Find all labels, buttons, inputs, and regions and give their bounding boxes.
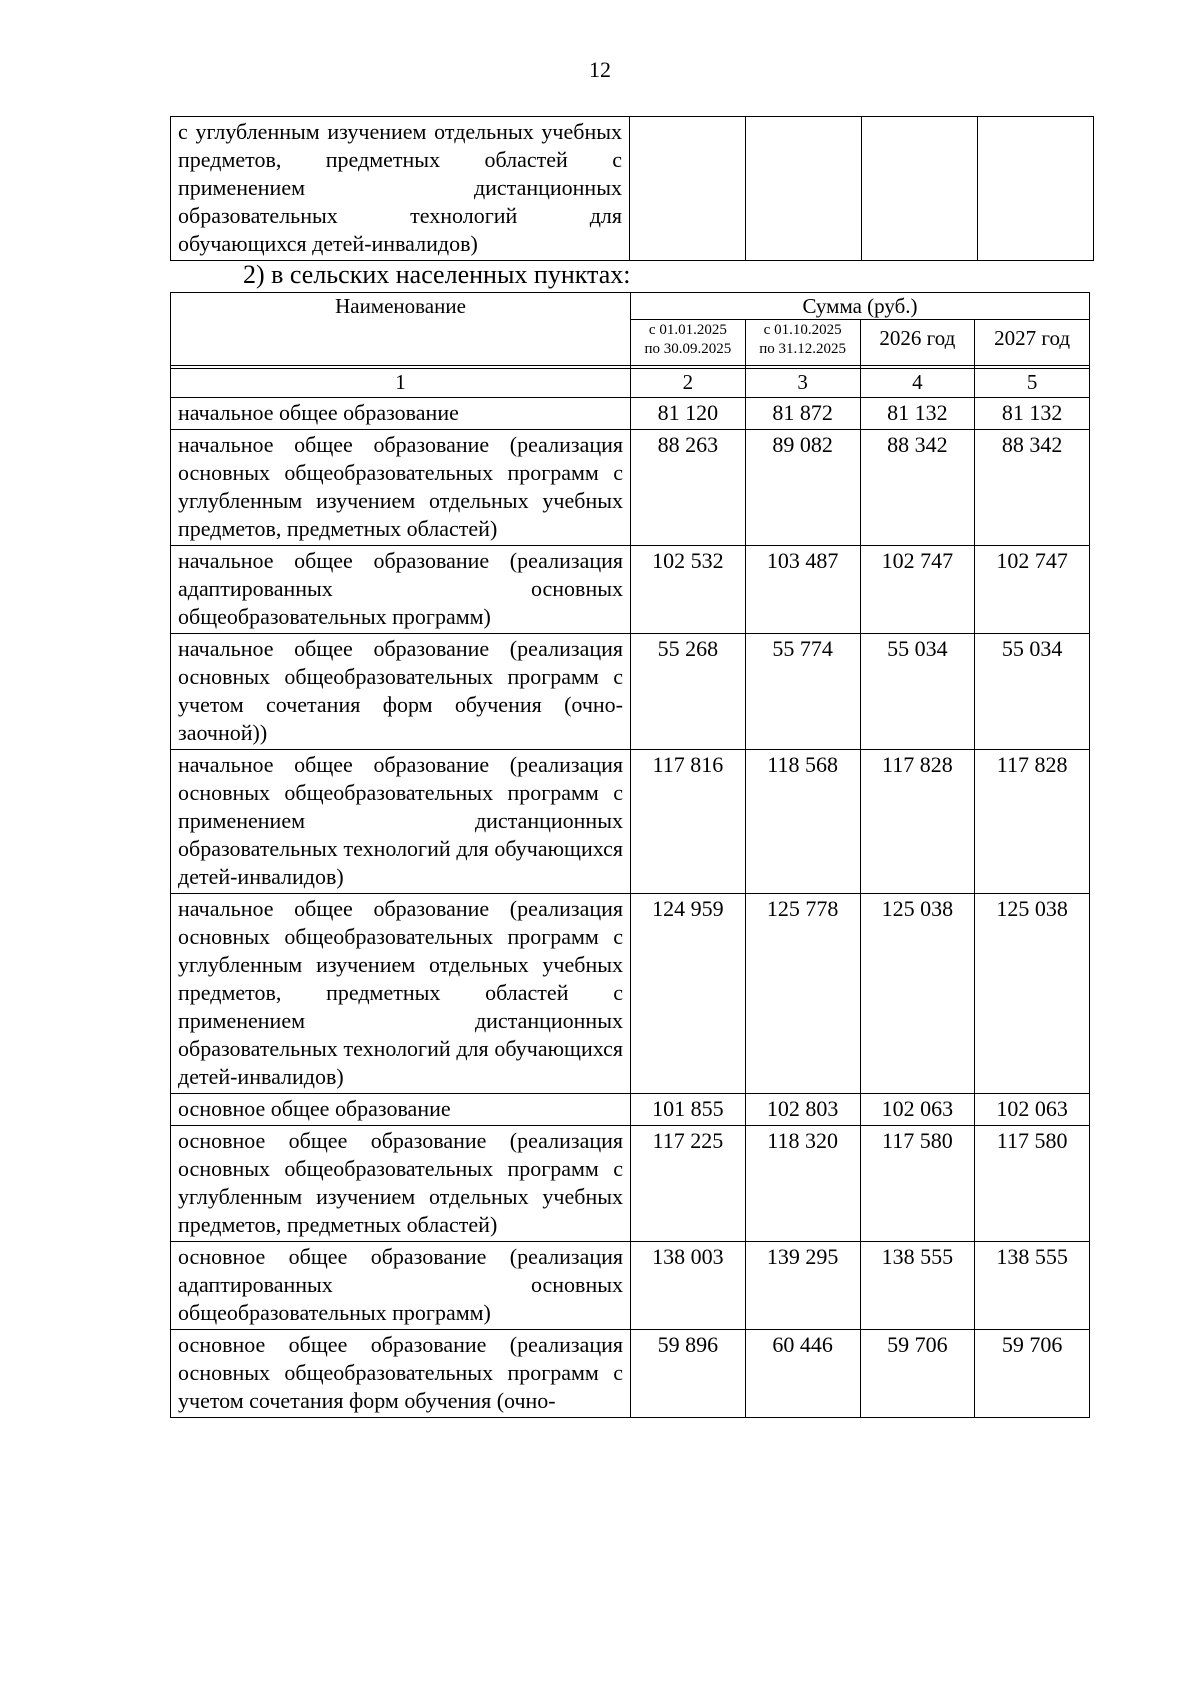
row-name: основное общее образование (реализация адаптированных основных общеобразовательных программ)	[171, 1242, 631, 1330]
row-name: основное общее образование (реализация основных общеобразовательных программ с учетом сочетания форм обучения (очно-	[171, 1330, 631, 1418]
value-cell: 60 446	[745, 1330, 860, 1418]
value-cell: 138 555	[975, 1242, 1090, 1330]
value-cell: 101 855	[631, 1094, 746, 1126]
value-cell: 89 082	[745, 430, 860, 546]
value-cell: 59 706	[975, 1330, 1090, 1418]
value-cell: 117 580	[975, 1126, 1090, 1242]
row-name: основное общее образование (реализация основных общеобразовательных программ с углубленным изучением отдельных учебных предметов, предметных областей)	[171, 1126, 631, 1242]
value-cell: 55 268	[631, 634, 746, 750]
header-period-2	[745, 320, 860, 366]
table-row	[171, 117, 1094, 261]
continued-table-fragment	[170, 116, 1094, 261]
period-end: по 30.09.2025	[644, 341, 732, 357]
table-row	[171, 1242, 1090, 1330]
value-cell: 55 774	[745, 634, 860, 750]
value-cell: 81 872	[745, 398, 860, 430]
value-cell: 117 828	[860, 750, 975, 894]
value-cell: 59 706	[860, 1330, 975, 1418]
table-row	[171, 430, 1090, 546]
value-cell: 139 295	[745, 1242, 860, 1330]
value-cell: 138 003	[631, 1242, 746, 1330]
value-cell	[978, 117, 1094, 261]
index-cell: 4	[860, 369, 975, 398]
value-cell: 102 747	[860, 546, 975, 634]
row-name: начальное общее образование (реализация основных общеобразовательных программ с учетом сочетания форм обучения (очно-заочной))	[171, 634, 631, 750]
value-cell: 102 747	[975, 546, 1090, 634]
header-sum: Сумма (руб.)	[631, 293, 1090, 320]
value-cell: 81 120	[631, 398, 746, 430]
value-cell: 125 038	[860, 894, 975, 1094]
value-cell: 55 034	[975, 634, 1090, 750]
row-name: начальное общее образование (реализация адаптированных основных общеобразовательных программ)	[171, 546, 631, 634]
table-row	[171, 634, 1090, 750]
value-cell: 118 320	[745, 1126, 860, 1242]
index-cell: 2	[631, 369, 746, 398]
index-row	[171, 369, 1090, 398]
header-year-2026: 2026 год	[860, 320, 975, 366]
row-name: начальное общее образование (реализация основных общеобразовательных программ с применением дистанционных образовательных технологий для обучающихся детей-инвалидов)	[171, 750, 631, 894]
value-cell: 125 778	[745, 894, 860, 1094]
value-cell: 88 263	[631, 430, 746, 546]
row-name: начальное общее образование (реализация основных общеобразовательных программ с углубленным изучением отдельных учебных предметов, предметных областей)	[171, 430, 631, 546]
table-row	[171, 1126, 1090, 1242]
value-cell: 102 063	[860, 1094, 975, 1126]
index-cell: 3	[745, 369, 860, 398]
value-cell: 103 487	[745, 546, 860, 634]
index-cell: 5	[975, 369, 1090, 398]
value-cell: 59 896	[631, 1330, 746, 1418]
header-name: Наименование	[171, 293, 631, 366]
value-cell: 124 959	[631, 894, 746, 1094]
value-cell: 117 828	[975, 750, 1090, 894]
header-year-2027: 2027 год	[975, 320, 1090, 366]
value-cell: 117 580	[860, 1126, 975, 1242]
header-row	[171, 293, 1090, 320]
row-name: основное общее образование	[171, 1094, 631, 1126]
value-cell	[862, 117, 978, 261]
value-cell	[746, 117, 862, 261]
value-cell: 102 063	[975, 1094, 1090, 1126]
table-row	[171, 1330, 1090, 1418]
table-row	[171, 750, 1090, 894]
row-name: с углубленным изучением отдельных учебных предметов, предметных областей с применением дистанционных образовательных технологий для обучающихся детей-инвалидов)	[171, 117, 630, 261]
value-cell: 88 342	[860, 430, 975, 546]
value-cell	[630, 117, 746, 261]
table-body	[171, 398, 1090, 1418]
value-cell: 88 342	[975, 430, 1090, 546]
table-row	[171, 1094, 1090, 1126]
value-cell: 118 568	[745, 750, 860, 894]
row-name: начальное общее образование	[171, 398, 631, 430]
value-cell: 81 132	[975, 398, 1090, 430]
rural-costs-table	[170, 292, 1090, 1418]
row-name: начальное общее образование (реализация основных общеобразовательных программ с углубленным изучением отдельных учебных предметов, предметных областей с применением дистанционных образовательных технологий для обучающихся детей-инвалидов)	[171, 894, 631, 1094]
value-cell: 117 816	[631, 750, 746, 894]
header-period-1	[631, 320, 746, 366]
value-cell: 125 038	[975, 894, 1090, 1094]
value-cell: 102 532	[631, 546, 746, 634]
value-cell: 81 132	[860, 398, 975, 430]
period-start: с 01.01.2025	[648, 322, 727, 338]
value-cell: 138 555	[860, 1242, 975, 1330]
value-cell: 102 803	[745, 1094, 860, 1126]
table-row	[171, 546, 1090, 634]
index-cell: 1	[171, 369, 631, 398]
value-cell: 117 225	[631, 1126, 746, 1242]
period-end: по 31.12.2025	[759, 341, 847, 357]
page-number: 12	[589, 57, 611, 82]
value-cell: 55 034	[860, 634, 975, 750]
table-row	[171, 398, 1090, 430]
section-title: 2) в сельских населенных пунктах:	[243, 260, 631, 289]
table-row	[171, 894, 1090, 1094]
period-start: с 01.10.2025	[763, 322, 842, 338]
